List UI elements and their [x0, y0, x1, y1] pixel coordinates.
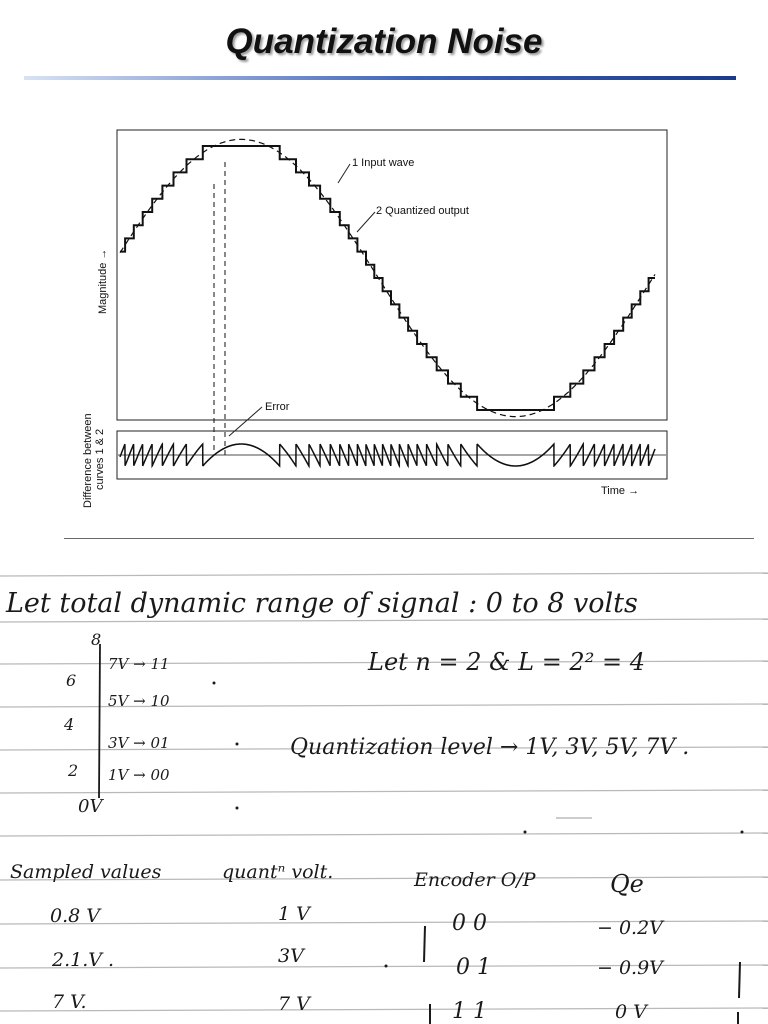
level-code-7v: 7V → 11: [108, 655, 170, 673]
difference-axis-label-line1: Difference between: [82, 413, 94, 508]
quantization-levels-note: Quantization level → 1V, 3V, 5V, 7V .: [290, 735, 690, 760]
row3-quant: 7 V: [278, 993, 310, 1015]
row2-sampled: 2.1.V .: [52, 949, 115, 971]
handwritten-notes: [0, 556, 768, 1024]
scale-tick-2: 2: [68, 761, 79, 780]
row1-qe: − 0.2V: [597, 917, 663, 939]
table-divider-stroke: [424, 926, 425, 962]
table-row: [51, 945, 665, 980]
section-divider: [64, 538, 754, 539]
magnitude-plot-frame: [117, 130, 667, 420]
scale-axis-line: [99, 644, 100, 798]
scale-tick-8: 8: [91, 630, 102, 649]
row1-encoder: 0 0: [452, 911, 487, 936]
row1-quant: 1 V: [278, 903, 310, 925]
table-row: [52, 991, 649, 1024]
notebook-ruled-lines: [0, 573, 768, 1011]
stray-dot: [236, 743, 239, 746]
stray-dot: [524, 831, 527, 834]
input-wave-curve: [120, 139, 655, 416]
table-header-qe: Qe: [610, 870, 644, 898]
stray-dot: [213, 682, 216, 685]
row2-encoder: 0 1: [456, 955, 491, 980]
notes-heading: Let total dynamic range of signal : 0 to 8 volts: [6, 588, 638, 619]
stray-dot: [236, 807, 239, 810]
row2-qe: − 0.9V: [597, 957, 663, 979]
scale-tick-6: 6: [66, 671, 77, 690]
quantized-output-staircase: [120, 146, 655, 410]
error-leader: [229, 407, 262, 436]
plot-content: [118, 139, 666, 466]
table-row: [50, 903, 665, 939]
time-axis-label: Time →: [601, 485, 640, 497]
error-label: Error: [265, 401, 290, 413]
scale-tick-0v: 0V: [78, 796, 103, 817]
slide-title: Quantization Noise: [225, 22, 543, 61]
table-divider-stroke: [739, 962, 740, 998]
quantized-output-label: 2 Quantized output: [376, 205, 469, 217]
row3-encoder: 1 1: [452, 999, 487, 1024]
row1-sampled: 0.8 V: [50, 905, 100, 927]
row3-qe: 0 V: [615, 1001, 647, 1023]
input-wave-label: 1 Input wave: [352, 157, 415, 169]
scale-tick-4: 4: [64, 715, 75, 734]
table-header-sampled: Sampled values: [10, 861, 162, 883]
row3-sampled: 7 V.: [52, 991, 87, 1013]
magnitude-axis-label: Magnitude →: [97, 248, 109, 314]
level-code-5v: 5V → 10: [108, 692, 170, 710]
difference-axis-label-line2: curves 1 & 2: [94, 428, 106, 490]
table-header-encoder: Encoder O/P: [414, 869, 536, 891]
table-header-quant: quantⁿ volt.: [222, 861, 334, 883]
stray-dot: [385, 965, 388, 968]
level-code-3v: 3V → 01: [108, 734, 170, 752]
quantized-output-leader: [357, 212, 375, 232]
level-code-1v: 1V → 00: [108, 766, 170, 784]
input-wave-leader: [338, 164, 350, 183]
stray-dot: [741, 831, 744, 834]
row2-quant: 3V: [278, 945, 304, 967]
notes-assumption: Let n = 2 & L = 2² = 4: [368, 648, 645, 676]
